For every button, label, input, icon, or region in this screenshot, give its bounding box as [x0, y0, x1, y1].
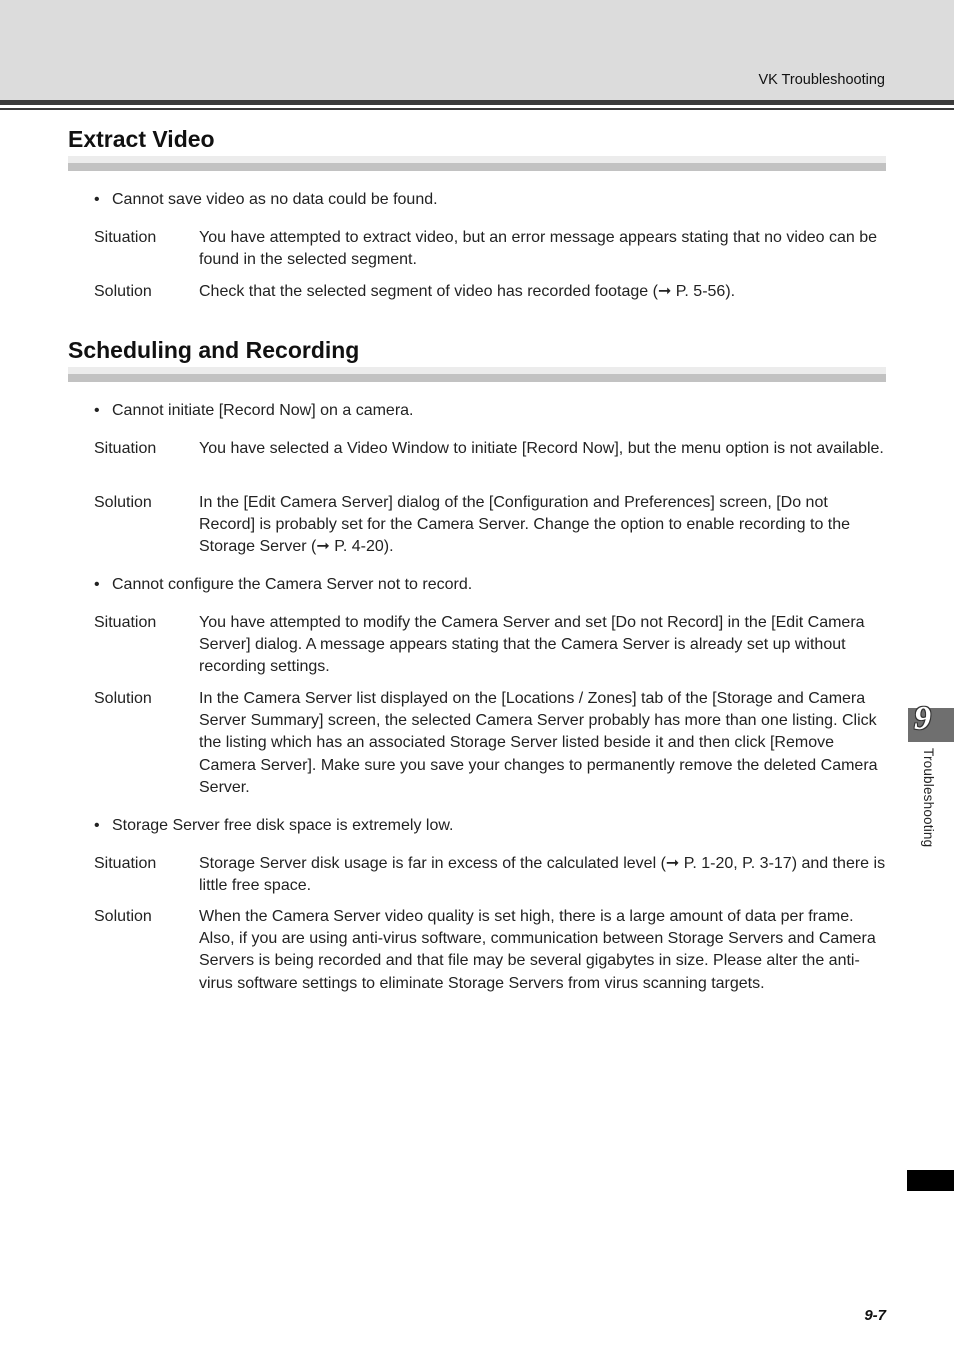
solution-text: In the Camera Server list displayed on the [Locations / Zones] tab of the [Storage and Camera Server Summary] screen, the selected Camera Server probably has more than one listing. Click the listing which has an associated Storage Server listed beside it and then click [Remove Camera Server]. Make sure you save your changes to permanently remove the deleted Camera Server.	[199, 690, 878, 796]
situation-row	[94, 853, 886, 897]
situation-label: Situation	[94, 855, 157, 872]
section-divider	[68, 156, 886, 171]
situation-label: Situation	[94, 440, 157, 457]
page-number: 9-7	[864, 1307, 886, 1324]
solution-row	[94, 492, 886, 559]
bullet-dot: •	[94, 576, 100, 593]
situation-label: Situation	[94, 229, 157, 246]
section-title-extract-video: Extract Video	[68, 126, 215, 152]
solution-row	[94, 906, 886, 995]
situation-row	[94, 612, 886, 679]
solution-label: Solution	[94, 690, 152, 707]
situation-label: Situation	[94, 614, 157, 631]
solution-label: Solution	[94, 908, 152, 925]
solution-label: Solution	[94, 494, 152, 511]
solution-row	[94, 281, 886, 303]
solution-text: When the Camera Server video quality is set high, there is a large amount of data per frame. Also, if you are using anti-virus software, communication between Storage Servers and Camera Servers is being recorded and that file may be several gigabytes in size. Please alter the anti-virus software settings to eliminate Storage Servers from virus scanning targets.	[199, 908, 876, 992]
solution-text: In the [Edit Camera Server] dialog of the [Configuration and Preferences] screen, [Do not Record] is probably set for the Camera Server. Change the option to enable recording to the Storage Server (➞ P. 4-20).	[199, 494, 851, 556]
chapter-number: 9	[914, 700, 931, 737]
issue-bullet	[94, 402, 413, 420]
issue-text: Cannot initiate [Record Now] on a camera.	[112, 402, 414, 419]
section-divider	[68, 367, 886, 382]
solution-label: Solution	[94, 283, 152, 300]
situation-text: Storage Server disk usage is far in excess of the calculated level (➞ P. 1-20, P. 3-17) and there is little free space.	[199, 855, 886, 895]
situation-row	[94, 227, 886, 271]
solution-row	[94, 688, 886, 799]
issue-text: Storage Server free disk space is extremely low.	[112, 817, 454, 834]
solution-text: Check that the selected segment of video has recorded footage (➞ P. 5-56).	[199, 283, 736, 300]
situation-text: You have attempted to modify the Camera Server and set [Do not Record] in the [Edit Camera Server] dialog. A message appears stating that the Camera Server is already set up without recording settings.	[199, 614, 865, 676]
issue-bullet	[94, 191, 438, 209]
bullet-dot: •	[94, 402, 100, 419]
situation-row	[94, 438, 886, 460]
bullet-dot: •	[94, 191, 100, 208]
chapter-label: Troubleshooting	[921, 748, 936, 848]
bullet-dot: •	[94, 817, 100, 834]
issue-bullet	[94, 576, 472, 594]
issue-text: Cannot save video as no data could be found.	[112, 191, 438, 208]
page-edge-marker	[907, 1170, 954, 1191]
issue-bullet	[94, 817, 453, 835]
situation-text: You have selected a Video Window to initiate [Record Now], but the menu option is not available.	[199, 440, 884, 457]
situation-text: You have attempted to extract video, but an error message appears stating that no video can be found in the selected segment.	[199, 229, 878, 269]
issue-text: Cannot configure the Camera Server not to record.	[112, 576, 473, 593]
header-rule-thin	[0, 108, 954, 110]
header-rule	[0, 100, 954, 105]
running-header: VK Troubleshooting	[758, 72, 885, 88]
section-title-scheduling-recording: Scheduling and Recording	[68, 337, 360, 363]
